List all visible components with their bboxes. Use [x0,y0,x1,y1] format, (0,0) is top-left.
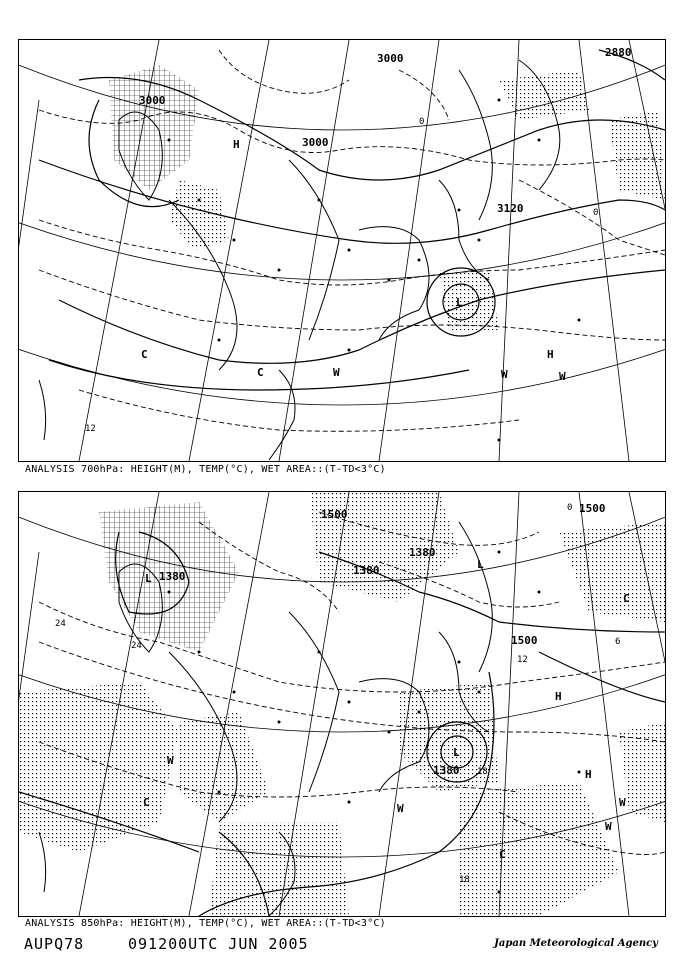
wet-areas [109,65,665,330]
map-panel-850hpa [18,491,666,917]
agency-credit: Japan Meteorological Agency [494,938,658,949]
isotherm-label: 6 [615,637,621,647]
chart-id: AUPQ78 [24,935,85,953]
valid-time: 091200UTC JUN 2005 [128,935,309,953]
panel-700-caption: ANALYSIS 700hPa: HEIGHT(M), TEMP(°C), WET AREA::(T-TD<3°C) [25,464,386,475]
map-850hpa-drawing [19,492,665,916]
isotherm-label: 12 [85,424,96,434]
height-label: 1500 [321,508,348,521]
high-pressure-center: H [555,690,562,703]
height-label: 1380 [409,546,436,559]
cold-mark: C [257,366,264,379]
map-panel-700hpa [18,39,666,462]
isotherm-label: 18 [459,875,470,885]
height-label: 3000 [302,136,329,149]
cold-mark: C [499,848,506,861]
height-label: 1500 [579,502,606,515]
isotherm-label: 0 [419,117,425,127]
warm-mark: W [619,796,626,809]
cold-mark: C [623,592,630,605]
map-700hpa-drawing [19,40,665,461]
height-label: 1380 [159,570,186,583]
high-pressure-center: H [547,348,554,361]
isotherm-label: 24 [131,641,142,651]
low-pressure-center: L [145,572,152,585]
height-label: 3120 [497,202,524,215]
low-pressure-center: L [477,558,484,571]
isotherm-label: 0 [567,503,573,513]
low-pressure-center: L [453,746,460,759]
low-pressure-center: L [456,296,463,309]
warm-mark: W [605,820,612,833]
height-label: 3000 [377,52,404,65]
cold-mark: C [141,348,148,361]
high-pressure-center: H [233,138,240,151]
cold-mark: C [143,796,150,809]
panel-850-caption: ANALYSIS 850hPa: HEIGHT(M), TEMP(°C), WET AREA::(T-TD<3°C) [25,918,386,929]
high-pressure-center: H [585,768,592,781]
isotherm-label: 24 [55,619,66,629]
height-label: 3000 [139,94,166,107]
warm-mark: W [167,754,174,767]
height-label: 1380 [433,764,460,777]
warm-mark: W [559,370,566,383]
warm-mark: W [501,368,508,381]
height-label: 2880 [605,46,632,59]
isotherm-label: 0 [593,208,599,218]
warm-mark: W [333,366,340,379]
warm-mark: W [397,802,404,815]
height-label: 1380 [353,564,380,577]
height-label: 1500 [511,634,538,647]
isotherm-label: 12 [517,655,528,665]
isotherm-label: 18 [477,767,488,777]
